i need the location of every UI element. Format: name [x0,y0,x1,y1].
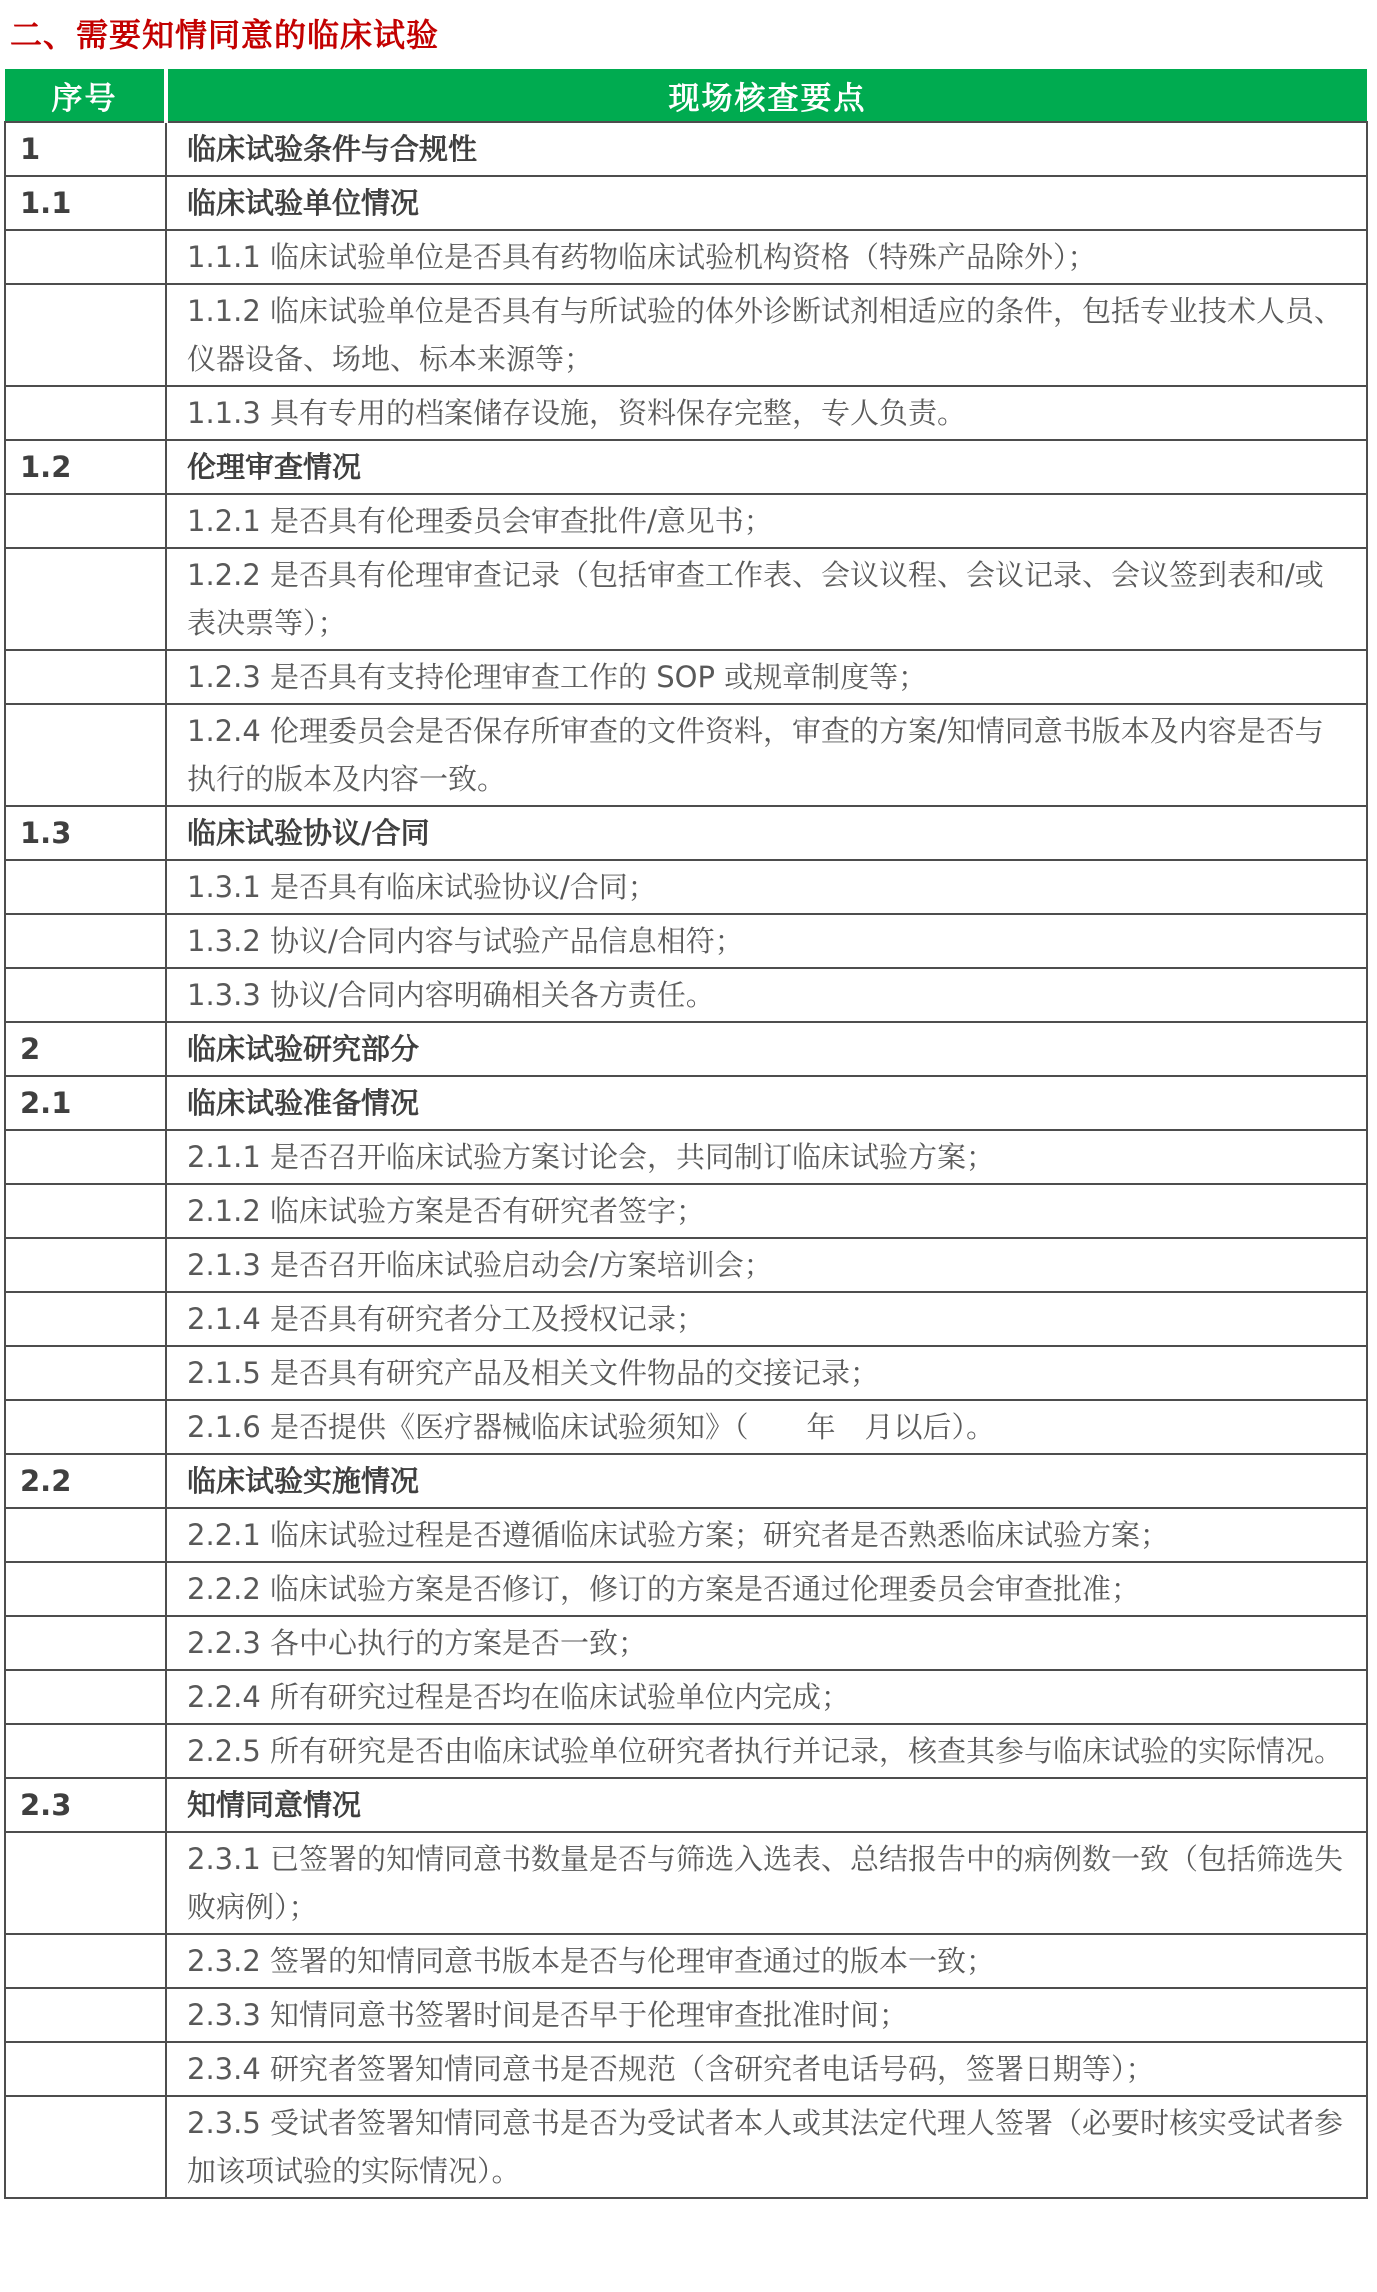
table-row [5,1562,1367,1616]
table-row [5,1400,1367,1454]
row-content-cell: 1.3.1 是否具有临床试验协议/合同； [166,860,1367,914]
table-row [5,440,1367,494]
table-row [5,1778,1367,1832]
row-content-cell: 2.1.3 是否召开临床试验启动会/方案培训会； [166,1238,1367,1292]
row-number-cell [5,1988,166,2042]
table-row [5,230,1367,284]
table-row [5,1616,1367,1670]
row-number-cell: 1.2 [5,440,166,494]
table-row [5,386,1367,440]
row-number-cell [5,548,166,650]
row-content-cell: 2.3.3 知情同意书签署时间是否早于伦理审查批准时间； [166,1988,1367,2042]
row-content-cell: 临床试验实施情况 [166,1454,1367,1508]
row-content-cell: 临床试验研究部分 [166,1022,1367,1076]
row-content-cell: 临床试验条件与合规性 [166,122,1367,176]
row-content-cell: 2.2.5 所有研究是否由临床试验单位研究者执行并记录，核查其参与临床试验的实际情况。 [166,1724,1367,1778]
row-number-cell [5,650,166,704]
table-row [5,1346,1367,1400]
row-number-cell: 1 [5,122,166,176]
row-content-cell: 2.3.4 研究者签署知情同意书是否规范（含研究者电话号码，签署日期等）； [166,2042,1367,2096]
table-body [5,122,1367,2198]
table-row [5,1076,1367,1130]
row-content-cell: 2.1.2 临床试验方案是否有研究者签字； [166,1184,1367,1238]
row-number-cell [5,1562,166,1616]
row-number-cell [5,386,166,440]
row-content-cell: 2.1.5 是否具有研究产品及相关文件物品的交接记录； [166,1346,1367,1400]
table-row [5,1184,1367,1238]
row-content-cell: 伦理审查情况 [166,440,1367,494]
row-number-cell [5,1130,166,1184]
table-header-row [5,69,1367,122]
table-row [5,1238,1367,1292]
column-header-inspection-points: 现场核查要点 [166,69,1367,122]
row-number-cell [5,1670,166,1724]
row-content-cell: 2.2.1 临床试验过程是否遵循临床试验方案；研究者是否熟悉临床试验方案； [166,1508,1367,1562]
table-row [5,494,1367,548]
table-row [5,860,1367,914]
row-number-cell [5,1238,166,1292]
row-content-cell: 2.1.4 是否具有研究者分工及授权记录； [166,1292,1367,1346]
row-number-cell [5,1292,166,1346]
row-number-cell: 2.2 [5,1454,166,1508]
table-row [5,1832,1367,1934]
column-header-seq-number: 序号 [5,69,166,122]
row-content-cell: 1.3.2 协议/合同内容与试验产品信息相符； [166,914,1367,968]
row-content-cell: 1.3.3 协议/合同内容明确相关各方责任。 [166,968,1367,1022]
table-row [5,806,1367,860]
row-content-cell: 2.3.2 签署的知情同意书版本是否与伦理审查通过的版本一致； [166,1934,1367,1988]
table-row [5,1988,1367,2042]
row-number-cell [5,1184,166,1238]
row-content-cell: 1.1.2 临床试验单位是否具有与所试验的体外诊断试剂相适应的条件，包括专业技术人员、仪器设备、场地、标本来源等； [166,284,1367,386]
table-row [5,1934,1367,1988]
row-content-cell: 2.2.4 所有研究过程是否均在临床试验单位内完成； [166,1670,1367,1724]
row-content-cell: 2.1.6 是否提供《医疗器械临床试验须知》（ 年 月以后）。 [166,1400,1367,1454]
row-number-cell [5,704,166,806]
row-content-cell: 1.1.1 临床试验单位是否具有药物临床试验机构资格（特殊产品除外）； [166,230,1367,284]
row-number-cell: 2 [5,1022,166,1076]
row-number-cell [5,1400,166,1454]
row-content-cell: 2.3.1 已签署的知情同意书数量是否与筛选入选表、总结报告中的病例数一致（包括筛选失败病例）； [166,1832,1367,1934]
row-number-cell [5,2096,166,2198]
table-row [5,704,1367,806]
table-row [5,1130,1367,1184]
row-number-cell [5,914,166,968]
row-number-cell [5,284,166,386]
row-number-cell [5,1934,166,1988]
table-row [5,1292,1367,1346]
row-content-cell: 1.2.4 伦理委员会是否保存所审查的文件资料，审查的方案/知情同意书版本及内容是否与执行的版本及内容一致。 [166,704,1367,806]
row-number-cell [5,1832,166,1934]
table-row [5,1454,1367,1508]
row-number-cell [5,1508,166,1562]
row-number-cell [5,1616,166,1670]
row-content-cell: 2.2.3 各中心执行的方案是否一致； [166,1616,1367,1670]
table-row [5,968,1367,1022]
table-row [5,122,1367,176]
table-row [5,2042,1367,2096]
table-row [5,176,1367,230]
table-row [5,1670,1367,1724]
row-content-cell: 临床试验协议/合同 [166,806,1367,860]
page-title: 二、需要知情同意的临床试验 [10,16,440,54]
table-row [5,1022,1367,1076]
row-number-cell [5,1724,166,1778]
row-content-cell: 临床试验单位情况 [166,176,1367,230]
row-number-cell: 2.3 [5,1778,166,1832]
row-content-cell: 1.2.1 是否具有伦理委员会审查批件/意见书； [166,494,1367,548]
row-number-cell [5,230,166,284]
table-row [5,914,1367,968]
table-row [5,1724,1367,1778]
row-number-cell: 2.1 [5,1076,166,1130]
row-number-cell [5,968,166,1022]
row-content-cell: 2.1.1 是否召开临床试验方案讨论会，共同制订临床试验方案； [166,1130,1367,1184]
table-row [5,284,1367,386]
row-number-cell [5,2042,166,2096]
row-number-cell: 1.1 [5,176,166,230]
table-row [5,650,1367,704]
row-content-cell: 临床试验准备情况 [166,1076,1367,1130]
table-row [5,1508,1367,1562]
row-content-cell: 知情同意情况 [166,1778,1367,1832]
row-content-cell: 1.2.3 是否具有支持伦理审查工作的 SOP 或规章制度等； [166,650,1367,704]
inspection-checklist-table [4,69,1368,2199]
row-content-cell: 2.2.2 临床试验方案是否修订，修订的方案是否通过伦理委员会审查批准； [166,1562,1367,1616]
row-number-cell [5,1346,166,1400]
table-row [5,2096,1367,2198]
table-row [5,548,1367,650]
row-content-cell: 1.1.3 具有专用的档案储存设施，资料保存完整，专人负责。 [166,386,1367,440]
row-content-cell: 1.2.2 是否具有伦理审查记录（包括审查工作表、会议议程、会议记录、会议签到表和/或表决票等）； [166,548,1367,650]
row-number-cell: 1.3 [5,806,166,860]
row-content-cell: 2.3.5 受试者签署知情同意书是否为受试者本人或其法定代理人签署（必要时核实受试者参加该项试验的实际情况）。 [166,2096,1367,2198]
row-number-cell [5,494,166,548]
row-number-cell [5,860,166,914]
